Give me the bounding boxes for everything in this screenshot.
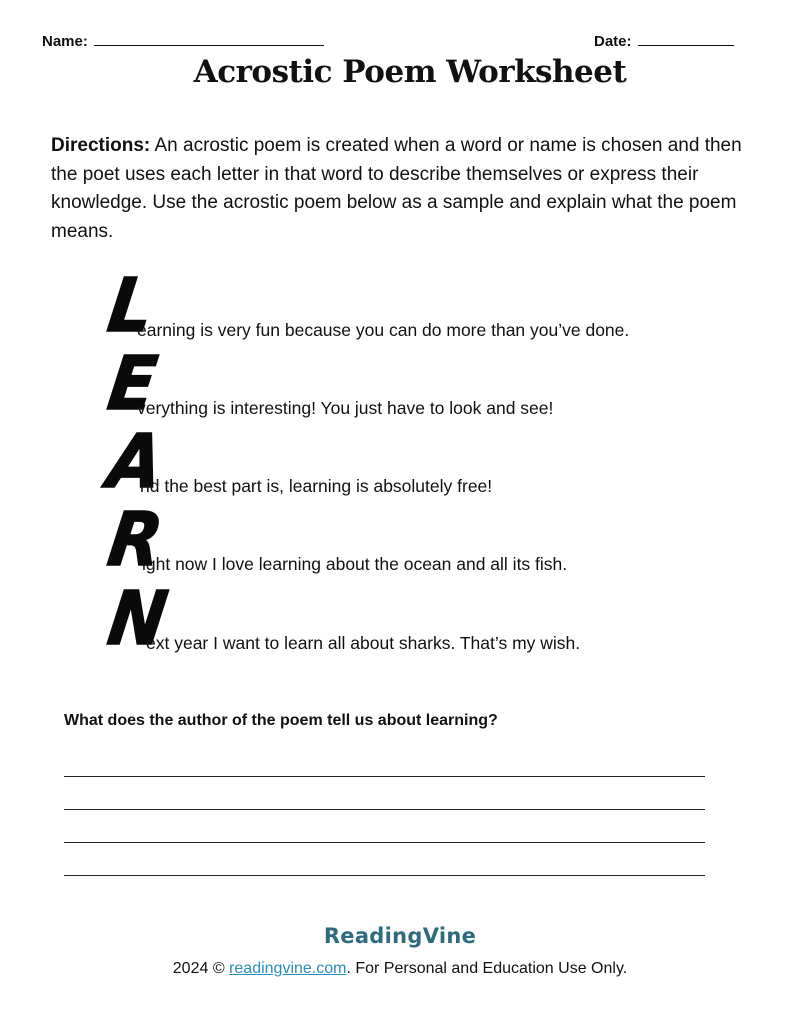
answer-line-2[interactable]	[64, 809, 705, 810]
question-prompt: What does the author of the poem tell us about learning?	[64, 712, 498, 729]
directions-text: An acrostic poem is created when a word or name is chosen and then the poet uses each letter in that word to describe themselves or express their knowledge. Use the acrostic poem below as a sample and explain what the poem means.	[51, 135, 742, 242]
footer-prefix: 2024 ©	[172, 960, 230, 977]
poem-initial-letter: A	[103, 419, 167, 505]
footer-copyright	[0, 960, 800, 978]
footer-suffix: . For Personal and Education Use Only.	[346, 960, 628, 977]
footer-link[interactable]: readingvine.com	[229, 960, 347, 977]
answer-line-3[interactable]	[64, 842, 705, 843]
date-field[interactable]	[594, 33, 734, 50]
name-field[interactable]	[42, 33, 324, 50]
poem-line-text: earning is very fun because you can do more than you’ve done.	[137, 320, 630, 340]
name-label: Name:	[42, 33, 88, 50]
poem-initial-letter: N	[103, 576, 171, 662]
poem-initial-letter: R	[103, 497, 166, 583]
name-blank-line[interactable]	[94, 33, 324, 46]
poem-line-text: ight now I love learning about the ocean and all its fish.	[142, 554, 568, 574]
directions-label: Directions:	[51, 135, 151, 156]
poem-initial-letter: L	[103, 263, 157, 349]
brand-logo: ReadingVine	[323, 924, 477, 948]
poem-initial-letter: E	[103, 341, 160, 427]
directions	[51, 132, 751, 246]
page-title: Acrostic Poem Worksheet	[193, 54, 627, 90]
date-label: Date:	[594, 33, 632, 50]
answer-line-1[interactable]	[64, 776, 705, 777]
poem-line-text: verything is interesting! You just have to look and see!	[137, 398, 554, 418]
poem-line-text: nd the best part is, learning is absolutely free!	[140, 476, 493, 496]
date-blank-line[interactable]	[638, 33, 734, 46]
poem-line-text: ext year I want to learn all about sharks. That’s my wish.	[146, 633, 581, 653]
answer-line-4[interactable]	[64, 875, 705, 876]
